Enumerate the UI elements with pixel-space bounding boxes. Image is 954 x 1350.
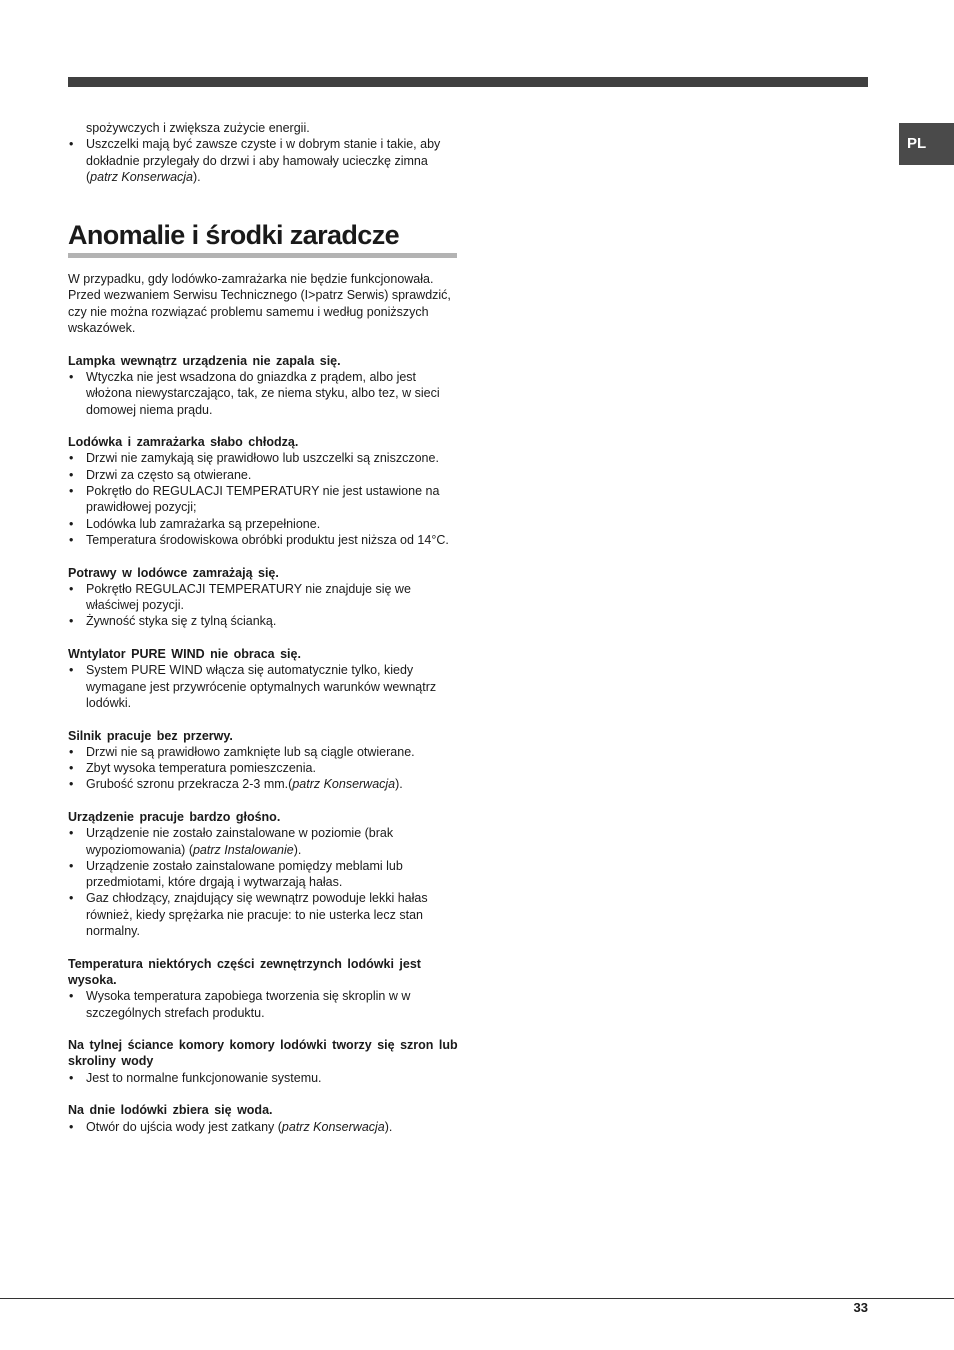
bullet-list [68,988,458,1021]
section-heading: Lampka wewnątrz urządzenia nie zapala się. [68,353,341,368]
item-text: Gaz chłodzący, znajdujący się wewnątrz powoduje lekki hałas również, kiedy sprężarka nie pracuje: to nie usterka lecz stan normalny. [86,891,428,939]
section-heading: Wntylator PURE WIND nie obraca się. [68,647,301,662]
intro-paragraph: W przypadku, gdy lodówko-zamrażarka nie będzie funkcjonowała. Przed wezwaniem Serwisu Technicznego (I>patrz Serwis) sprawdzić, czy nie można rozwiązać problemu samemu i według poniższych wskazówek. [68,272,451,336]
intro-bullet-list [68,136,458,185]
list-item [68,760,458,776]
section [68,728,458,793]
bullet-icon: • [69,532,74,547]
list-item [68,662,458,711]
bullet-icon: • [69,826,74,841]
section-heading: Na tylnej ściance komory komory lodówki tworzy się szron lub skroliny wody [68,1038,458,1069]
bullet-icon: • [69,484,74,499]
item-text: Wtyczka nie jest wsadzona do gniazdka z prądem, albo jest włożona niewystarczająco, tak, ze niema styku, albo tez, w sieci domowej niema prądu. [86,369,440,417]
bullet-icon: • [69,989,74,1004]
bullet-icon: • [69,451,74,466]
list-item [68,450,458,466]
bullet-list [68,1119,458,1135]
item-text: Otwór do ujścia wody jest zatkany ( [86,1119,282,1134]
bullet-list [68,369,458,418]
item-text: Lodówka lub zamrażarka są przepełnione. [86,516,321,531]
list-item [68,776,458,792]
section [68,434,458,548]
section [68,353,458,418]
bullet-icon: • [69,369,74,384]
section [68,1037,458,1086]
section-heading: Temperatura niektórych części zewnętrzynch lodówki jest wysoka. [68,956,421,987]
bullet-list [68,1070,458,1086]
language-tab: PL [899,123,954,165]
item-text: System PURE WIND włącza się automatycznie tylko, kiedy wymagane jest przywrócenie optymalnych warunków wewnątrz lodówki. [86,663,437,710]
bullet-icon: • [69,1070,74,1085]
bullet-icon: • [69,777,74,792]
item-text: Temperatura środowiskowa obróbki produktu jest niższa od 14°C. [86,532,449,547]
list-item [68,858,458,891]
item-text: ). [293,842,302,857]
item-reference: patrz Konserwacja [281,1119,385,1134]
item-text: Grubość szronu przekracza 2-3 mm.( [86,777,293,792]
item-text: ). [384,1119,393,1134]
list-item [68,744,458,760]
list-item [68,1119,458,1135]
bullet-list [68,450,458,548]
troubleshooting-sections [68,353,458,1135]
bullet-icon: • [69,663,74,678]
intro-continuation-line: spożywczych i zwiększa zużycie energii. [86,121,310,135]
bullet-list [68,744,458,793]
list-item [68,581,458,614]
bullet-list [68,825,458,939]
section [68,1102,458,1135]
section [68,646,458,711]
bullet-icon: • [69,137,74,152]
section-heading: Potrawy w lodówce zamrażają się. [68,565,279,580]
item-text: Uszczelki mają być zawsze czyste i w dobrym stanie i takie, aby dokładnie przylegały do drzwi i aby hamowały ucieczkę zimna ( [86,137,441,184]
page-title: Anomalie i środki zaradcze [68,220,400,251]
page-number: 33 [853,1300,868,1315]
bullet-icon: • [69,467,74,482]
list-item [68,369,458,418]
item-reference: patrz Konserwacja [292,777,396,792]
bullet-icon: • [69,761,74,776]
item-text: Drzwi nie są prawidłowo zamknięte lub są ciągle otwierane. [86,744,415,759]
item-text: Pokrętło REGULACJI TEMPERATURY nie znajduje się we właściwej pozycji. [86,581,411,613]
item-text: ). [395,777,403,792]
section [68,565,458,630]
list-item [68,532,458,548]
bullet-list [68,662,458,711]
item-text: Wysoka temperatura zapobiega tworzenia się skroplin w w szczególnych strefach produktu. [86,989,411,1020]
list-item [68,613,458,629]
bullet-icon: • [69,858,74,873]
list-item [68,136,458,185]
bullet-icon: • [69,744,74,759]
item-reference: patrz Konserwacja [90,169,193,184]
list-item [68,825,458,858]
section [68,809,458,939]
item-text: Urządzenie nie zostało zainstalowane w poziomie (brak wypoziomowania) ( [86,826,394,857]
section-heading: Silnik pracuje bez przerwy. [68,728,233,743]
content-column [68,120,458,1135]
bullet-icon: • [69,1119,74,1134]
item-text: Urządzenie zostało zainstalowane pomiędzy meblami lub przedmiotami, które drgają i wytwarzają hałas. [86,858,403,890]
bullet-icon: • [69,516,74,531]
bullet-icon: • [69,614,74,629]
list-item [68,988,458,1021]
section [68,956,458,1021]
item-text: Żywność styka się z tylną ścianką. [86,614,277,629]
item-text: Zbyt wysoka temperatura pomieszczenia. [86,761,316,776]
item-text: Drzwi za często są otwierane. [86,467,252,482]
header-rule [68,77,868,87]
section-heading: Lodówka i zamrażarka słabo chłodzą. [68,435,299,450]
section-heading: Urządzenie pracuje bardzo głośno. [68,809,281,824]
bullet-icon: • [69,891,74,906]
item-text-end: ). [193,169,201,184]
list-item [68,483,458,516]
item-text: Jest to normalne funkcjonowanie systemu. [86,1070,322,1085]
item-text: Pokrętło do REGULACJI TEMPERATURY nie jest ustawione na prawidłowej pozycji; [86,484,440,515]
footer-rule [0,1298,954,1299]
bullet-list [68,581,458,630]
list-item [68,516,458,532]
item-text: Drzwi nie zamykają się prawidłowo lub uszczelki są zniszczone. [86,451,439,466]
list-item [68,890,458,939]
section-heading: Na dnie lodówki zbiera się woda. [68,1103,273,1118]
bullet-icon: • [69,581,74,596]
list-item [68,1070,458,1086]
list-item [68,467,458,483]
item-reference: patrz Instalowanie [192,842,294,857]
